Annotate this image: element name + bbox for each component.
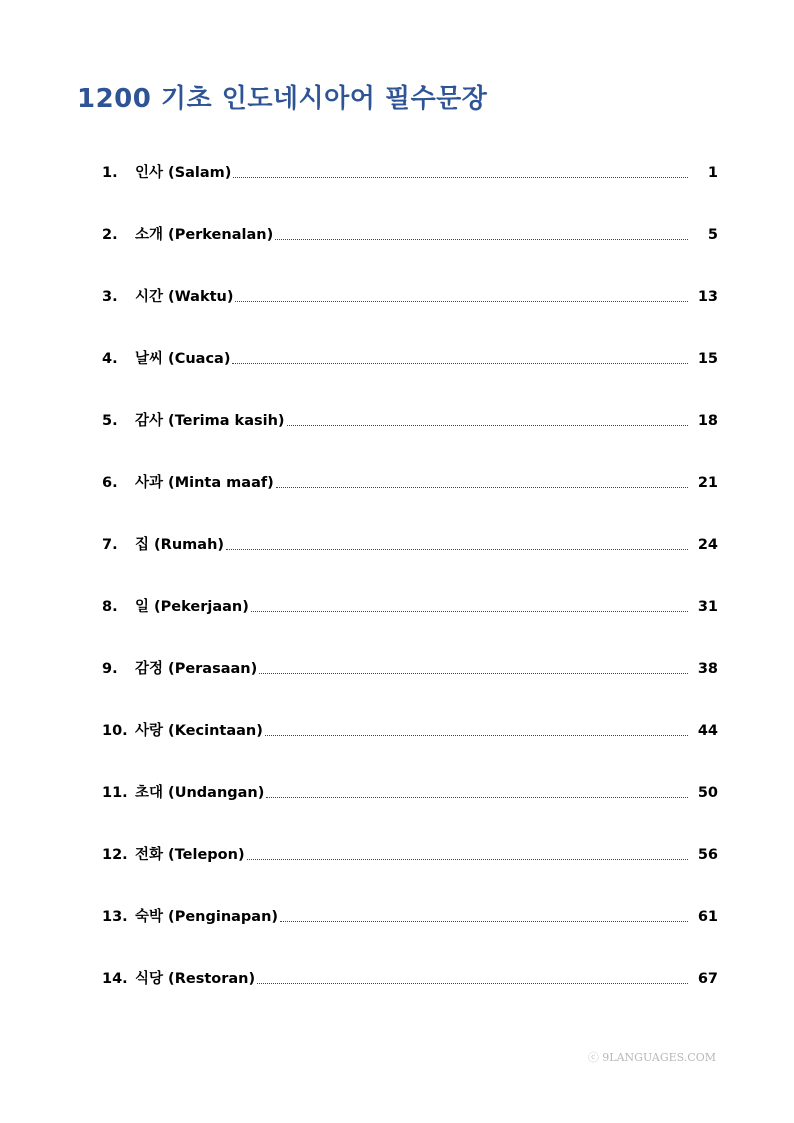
toc-entry-label: 감사 (Terima kasih) bbox=[135, 413, 285, 429]
toc-entry-page: 38 bbox=[697, 661, 718, 677]
toc-entry[interactable] bbox=[102, 782, 718, 804]
toc-leader-dots bbox=[235, 301, 688, 302]
toc-leader-dots bbox=[257, 983, 688, 984]
toc-leader-dots bbox=[226, 549, 688, 550]
toc-entry[interactable] bbox=[102, 596, 718, 618]
toc-entry-label: 소개 (Perkenalan) bbox=[135, 227, 274, 243]
toc-leader-dots bbox=[265, 735, 688, 736]
toc-entry[interactable] bbox=[102, 658, 718, 680]
toc-leader-dots bbox=[232, 363, 688, 364]
toc-entry-page: 56 bbox=[697, 847, 718, 863]
toc-entry-number: 12. bbox=[102, 847, 128, 863]
toc-entry-label: 사랑 (Kecintaan) bbox=[135, 723, 263, 739]
toc-entry-number: 11. bbox=[102, 785, 128, 801]
toc-entry-page: 5 bbox=[707, 227, 718, 243]
toc-entry-label: 전화 (Telepon) bbox=[135, 847, 245, 863]
toc-leader-dots bbox=[266, 797, 688, 798]
toc-entry[interactable] bbox=[102, 224, 718, 246]
toc-leader-dots bbox=[280, 921, 688, 922]
toc-entry-page: 24 bbox=[697, 537, 718, 553]
toc-entry-number: 2. bbox=[102, 227, 118, 243]
toc-leader-dots bbox=[233, 177, 688, 178]
toc-entry-number: 13. bbox=[102, 909, 128, 925]
toc-entry-number: 7. bbox=[102, 537, 118, 553]
toc-entry-label: 초대 (Undangan) bbox=[135, 785, 265, 801]
toc-entry-number: 1. bbox=[102, 165, 118, 181]
toc-entry[interactable] bbox=[102, 162, 718, 184]
toc-entry-label: 감정 (Perasaan) bbox=[135, 661, 258, 677]
toc-entry-page: 15 bbox=[697, 351, 718, 367]
toc-entry-number: 14. bbox=[102, 971, 128, 987]
toc-entry[interactable] bbox=[102, 968, 718, 990]
toc-leader-dots bbox=[276, 487, 688, 488]
toc-entry[interactable] bbox=[102, 410, 718, 432]
toc-entry-page: 31 bbox=[697, 599, 718, 615]
toc-entry[interactable] bbox=[102, 720, 718, 742]
toc-leader-dots bbox=[259, 673, 688, 674]
toc-entry-page: 61 bbox=[697, 909, 718, 925]
toc-entry-page: 13 bbox=[697, 289, 718, 305]
toc-entry-number: 3. bbox=[102, 289, 118, 305]
toc-leader-dots bbox=[251, 611, 688, 612]
toc-entry-label: 날씨 (Cuaca) bbox=[135, 351, 231, 367]
toc-entry-page: 1 bbox=[707, 165, 718, 181]
toc-entry-page: 21 bbox=[697, 475, 718, 491]
copyright-footer: ⓒ 9LANGUAGES.COM bbox=[587, 1051, 716, 1064]
toc-entry-number: 4. bbox=[102, 351, 118, 367]
toc-entry-label: 시간 (Waktu) bbox=[135, 289, 234, 305]
toc-entry-page: 67 bbox=[697, 971, 718, 987]
toc-leader-dots bbox=[247, 859, 688, 860]
toc-entry-number: 6. bbox=[102, 475, 118, 491]
toc-entry-label: 집 (Rumah) bbox=[135, 537, 225, 553]
toc-leader-dots bbox=[287, 425, 688, 426]
toc-entry-number: 5. bbox=[102, 413, 118, 429]
toc-entry-number: 10. bbox=[102, 723, 128, 739]
toc-entry[interactable] bbox=[102, 844, 718, 866]
toc-entry-label: 숙박 (Penginapan) bbox=[135, 909, 279, 925]
toc-entry-number: 9. bbox=[102, 661, 118, 677]
document-title: 1200 기초 인도네시아어 필수문장 bbox=[77, 84, 488, 114]
toc-entry-number: 8. bbox=[102, 599, 118, 615]
toc-entry-label: 식당 (Restoran) bbox=[135, 971, 256, 987]
toc-entry-label: 인사 (Salam) bbox=[135, 165, 232, 181]
toc-leader-dots bbox=[275, 239, 688, 240]
toc-entry[interactable] bbox=[102, 534, 718, 556]
toc-entry[interactable] bbox=[102, 286, 718, 308]
toc-entry[interactable] bbox=[102, 348, 718, 370]
toc-entry[interactable] bbox=[102, 906, 718, 928]
toc-entry-page: 44 bbox=[697, 723, 718, 739]
toc-entry[interactable] bbox=[102, 472, 718, 494]
toc-entry-page: 50 bbox=[697, 785, 718, 801]
toc-entry-label: 일 (Pekerjaan) bbox=[135, 599, 249, 615]
toc-entry-page: 18 bbox=[697, 413, 718, 429]
toc-entry-label: 사과 (Minta maaf) bbox=[135, 475, 274, 491]
